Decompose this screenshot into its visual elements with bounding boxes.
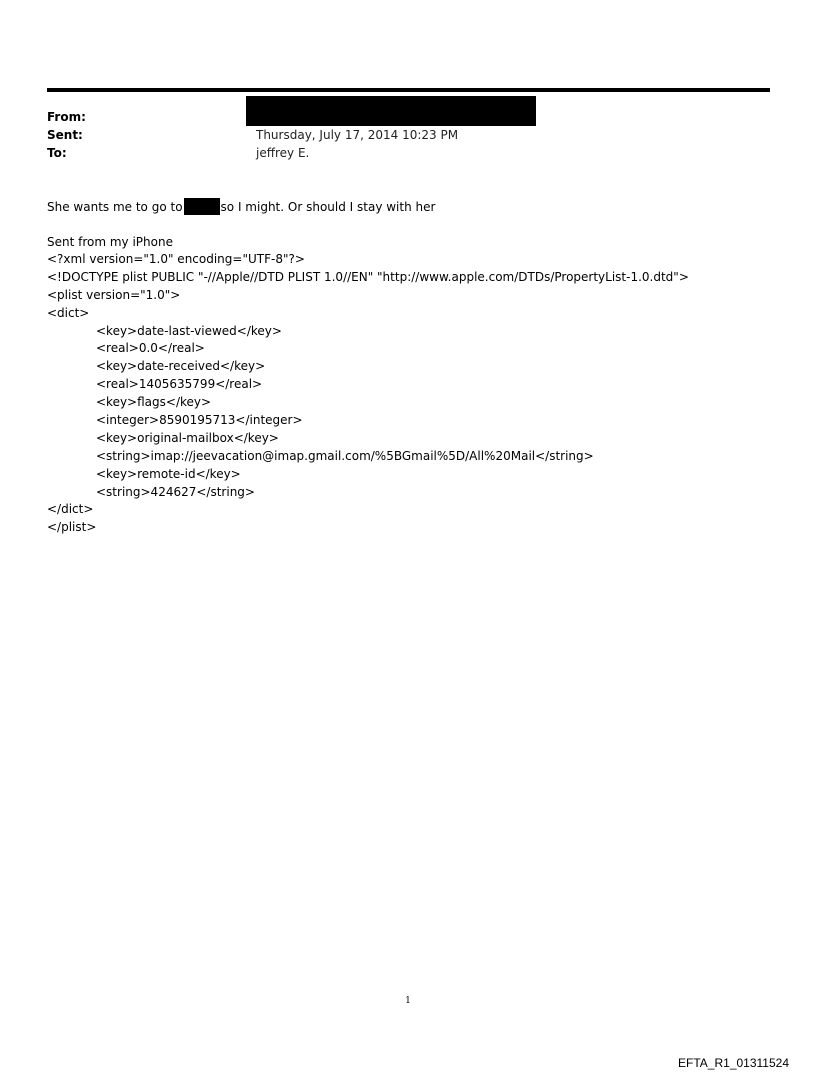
- sent-value: Thursday, July 17, 2014 10:23 PM: [256, 128, 459, 142]
- plist-line: </plist>: [47, 520, 97, 535]
- from-row: [47, 108, 770, 126]
- plist-line: </dict>: [47, 502, 94, 517]
- document-id: EFTA_R1_01311524: [678, 1056, 789, 1070]
- plist-line: <!DOCTYPE plist PUBLIC "-//Apple//DTD PLIST 1.0//EN" "http://www.apple.com/DTDs/PropertyList-1.0.dtd">: [47, 269, 689, 284]
- plist-line: <string>imap://jeevacation@imap.gmail.com/%5BGmail%5D/All%20Mail</string>: [96, 448, 594, 463]
- message-signature: Sent from my iPhone: [47, 235, 173, 249]
- plist-line: <real>0.0</real>: [96, 341, 205, 356]
- message-part1: She wants me to go to: [47, 200, 183, 214]
- sent-label: Sent:: [47, 128, 83, 142]
- plist-line: <key>original-mailbox</key>: [96, 430, 279, 445]
- plist-line: <key>date-last-viewed</key>: [96, 323, 282, 338]
- to-value: jeffrey E.: [256, 146, 310, 160]
- plist-line: <integer>8590195713</integer>: [96, 413, 303, 428]
- header-rule: [47, 88, 770, 92]
- plist-line: <plist version="1.0">: [47, 287, 181, 302]
- page-number: 1: [405, 996, 411, 1006]
- plist-line: <string>424627</string>: [96, 484, 255, 499]
- plist-block: [47, 251, 689, 537]
- plist-line: <dict>: [47, 305, 90, 320]
- location-redaction: [184, 198, 220, 215]
- to-label: To:: [47, 146, 67, 160]
- plist-line: <key>remote-id</key>: [96, 466, 241, 481]
- plist-line: <real>1405635799</real>: [96, 377, 263, 392]
- from-label: From:: [47, 110, 86, 124]
- plist-line: <key>date-received</key>: [96, 359, 266, 374]
- message-part2: so I might. Or should I stay with her: [220, 200, 436, 214]
- to-row: [47, 144, 770, 162]
- message-body: [47, 198, 435, 216]
- sent-row: [47, 126, 770, 144]
- plist-line: <key>flags</key>: [96, 395, 212, 410]
- plist-line: <?xml version="1.0" encoding="UTF-8"?>: [47, 252, 305, 266]
